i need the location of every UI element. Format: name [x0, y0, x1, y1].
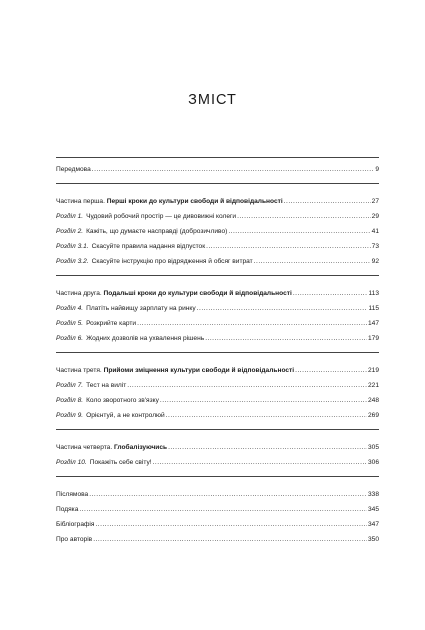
toc-entry[interactable]: [56, 532, 379, 547]
entry-title: Частина перша.: [56, 198, 107, 205]
toc-chapter-entry[interactable]: [56, 239, 379, 254]
dot-leader: [237, 209, 371, 224]
part-title: Глобалізуючись: [114, 444, 168, 451]
dot-leader: [137, 316, 367, 331]
toc-group: [56, 352, 379, 429]
toc-entry[interactable]: [56, 194, 379, 209]
entry-title: Бібліографія: [56, 521, 95, 528]
toc-group: [56, 476, 379, 553]
toc-entry[interactable]: [56, 517, 379, 532]
entry-title: Скасуйте правила надання відпусток: [91, 243, 206, 250]
table-of-contents: [56, 157, 379, 553]
page-number: 29: [371, 213, 379, 220]
entry-title: Частина третя.: [56, 367, 104, 374]
page-number: 73: [371, 243, 379, 250]
toc-entry[interactable]: [56, 286, 379, 301]
dot-leader: [153, 455, 367, 470]
page-number: 115: [368, 305, 379, 312]
page-number: 305: [367, 444, 379, 451]
page-number: 269: [367, 412, 379, 419]
toc-chapter-entry[interactable]: [56, 254, 379, 269]
entry-title: Орієнтуй, а не контролюй: [86, 412, 165, 419]
page-number: 350: [367, 536, 379, 543]
page-number: 306: [367, 459, 379, 466]
toc-entry[interactable]: [56, 440, 379, 455]
toc-entry[interactable]: [56, 363, 379, 378]
dot-leader: [206, 239, 371, 254]
chapter-number: Розділ 4.: [56, 305, 84, 312]
dot-leader: [293, 286, 368, 301]
dot-leader: [95, 517, 367, 532]
toc-group: [56, 157, 379, 183]
entry-title: Скасуйте інструкцію про відрядження й обсяг витрат: [91, 258, 253, 265]
dot-leader: [205, 331, 367, 346]
entry-title: Подяка: [56, 506, 79, 513]
entry-title: Коло зворотного зв'язку: [86, 397, 159, 404]
entry-title: Частина друга.: [56, 290, 104, 297]
page-number: 345: [367, 506, 379, 513]
dot-leader: [228, 224, 370, 239]
page-number: 179: [367, 335, 379, 342]
toc-chapter-entry[interactable]: [56, 224, 379, 239]
page-number: 113: [368, 290, 379, 297]
entry-title: Передмова: [56, 166, 91, 173]
dot-leader: [295, 363, 367, 378]
chapter-number: Розділ 8.: [56, 397, 84, 404]
entry-title: Тест на виліт: [86, 382, 127, 389]
chapter-number: Розділ 9.: [56, 412, 84, 419]
page-title: ЗМІСТ: [188, 92, 237, 108]
chapter-number: Розділ 10.: [56, 459, 87, 466]
entry-title: Кажіть, що думаєте насправді (доброзичливо): [86, 228, 228, 235]
entry-title: Частина четверта.: [56, 444, 115, 451]
chapter-number: Розділ 3.1.: [56, 243, 89, 250]
page-number: 347: [367, 521, 379, 528]
toc-entry[interactable]: [56, 502, 379, 517]
part-title: Перші кроки до культури свободи й відповідальності: [106, 198, 283, 205]
page-number: 147: [367, 320, 379, 327]
entry-title: Жодних дозволів на ухвалення рішень: [86, 335, 205, 342]
page-number: 9: [375, 166, 379, 173]
dot-leader: [160, 393, 367, 408]
toc-group: [56, 183, 379, 275]
toc-chapter-entry[interactable]: [56, 331, 379, 346]
page-number: 248: [367, 397, 379, 404]
page-number: 219: [367, 367, 379, 374]
chapter-number: Розділ 2.: [56, 228, 84, 235]
chapter-number: Розділ 3.2.: [56, 258, 89, 265]
toc-chapter-entry[interactable]: [56, 455, 379, 470]
toc-chapter-entry[interactable]: [56, 393, 379, 408]
entry-title: Покажіть себе світу!: [89, 459, 152, 466]
part-title: Подальші кроки до культури свободи й відповідальності: [103, 290, 292, 297]
entry-title: Чудовий робочий простір — це дивовижні колеги: [86, 213, 237, 220]
entry-title: Про авторів: [56, 536, 93, 543]
page-number: 92: [371, 258, 379, 265]
dot-leader: [89, 487, 367, 502]
page-number: 41: [371, 228, 379, 235]
chapter-number: Розділ 1.: [56, 213, 84, 220]
dot-leader: [79, 502, 367, 517]
toc-entry[interactable]: [56, 162, 379, 177]
dot-leader: [92, 162, 375, 177]
toc-chapter-entry[interactable]: [56, 209, 379, 224]
toc-group: [56, 429, 379, 476]
entry-title: Розкрийте карти: [86, 320, 137, 327]
dot-leader: [197, 301, 368, 316]
part-title: Прийоми зміцнення культури свободи й відповідальності: [103, 367, 295, 374]
toc-chapter-entry[interactable]: [56, 408, 379, 423]
dot-leader: [168, 440, 367, 455]
page-number: 221: [367, 382, 379, 389]
page-number: 338: [367, 491, 379, 498]
toc-chapter-entry[interactable]: [56, 378, 379, 393]
chapter-number: Розділ 6.: [56, 335, 84, 342]
dot-leader: [93, 532, 367, 547]
dot-leader: [284, 194, 371, 209]
toc-entry[interactable]: [56, 487, 379, 502]
entry-title: Платіть найвищу зарплату на ринку: [86, 305, 196, 312]
chapter-number: Розділ 7.: [56, 382, 84, 389]
dot-leader: [254, 254, 371, 269]
toc-chapter-entry[interactable]: [56, 301, 379, 316]
toc-chapter-entry[interactable]: [56, 316, 379, 331]
toc-group: [56, 275, 379, 352]
dot-leader: [166, 408, 367, 423]
entry-title: Післямова: [56, 491, 89, 498]
chapter-number: Розділ 5.: [56, 320, 84, 327]
page-number: 27: [371, 198, 379, 205]
dot-leader: [127, 378, 367, 393]
